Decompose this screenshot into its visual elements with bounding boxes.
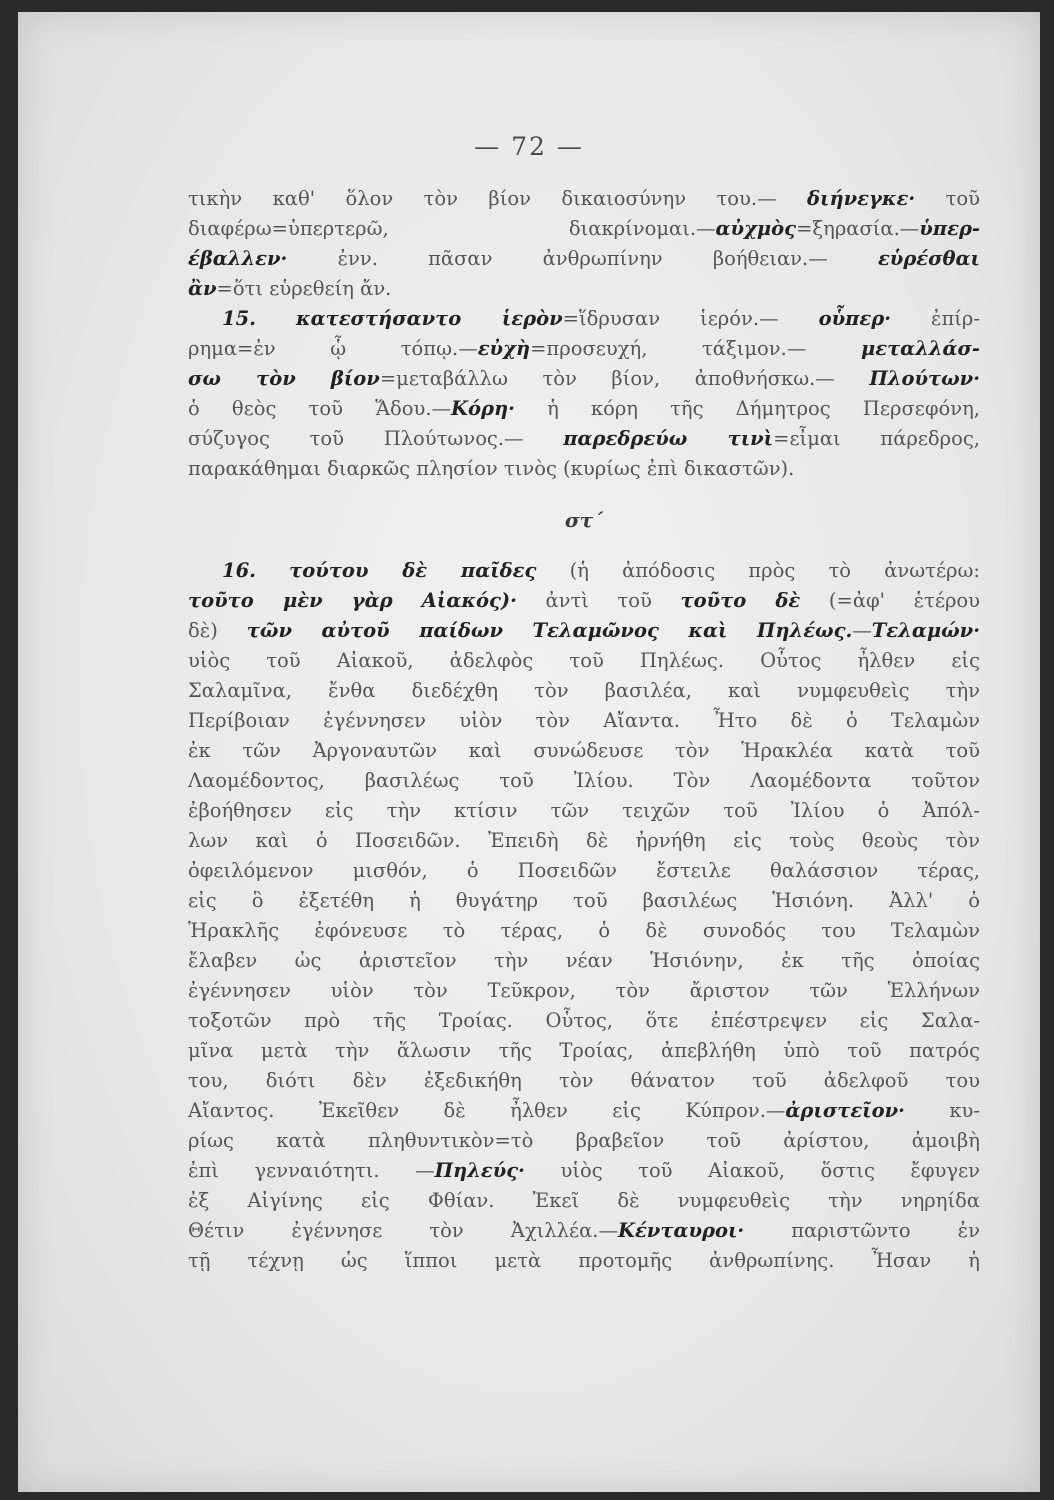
text-run: Περίβοιαν ἐγέννησεν υἱὸν τὸν Αἴαντα. Ἦτο δὲ ὁ Τελαμὼν [188,709,980,732]
text-run: (=ἀφ' ἑτέρου [800,589,980,612]
text-run: Λαομέδοντος, βασιλέως τοῦ Ἰλίου. Τὸν Λαομέδοντα τοῦτον [188,769,980,792]
text-line [188,1186,980,1216]
lemma: τοῦτο δὲ [680,589,801,612]
text-line [188,826,980,856]
text-run: ἐξ Αἰγίνης εἰς Φθίαν. Ἐκεῖ δὲ νυμφευθεὶς τὴν νηρηίδα [188,1189,980,1212]
lemma: εὐχὴ [477,337,531,360]
text-run: παρακάθημαι διαρκῶς πλησίον τινὸς (κυρίως ἐπὶ δικαστῶν). [188,457,795,480]
text-run [256,307,296,330]
text-line [188,646,980,676]
section-heading: στ΄ [564,508,604,532]
text-line [188,1156,980,1186]
note-number: 16. [222,559,256,582]
lemma: οὗπερ· [818,307,891,330]
lemma: ἀριστεῖον· [785,1099,905,1122]
lemma: αὐχμὸς [715,217,797,240]
text-run: ὁ θεὸς τοῦ Ἅδου.— [188,397,452,420]
commentary-text [188,184,980,1276]
text-line [188,214,980,244]
text-line [188,1096,980,1126]
text-line [188,616,980,646]
lemma: Πλούτων· [869,367,980,390]
text-run: Ἡρακλῆς ἐφόνευσε τὸ τέρας, ὁ δὲ συνοδός του Τελαμὼν [188,919,980,942]
text-run: του, διότι δὲν ἐξεδικήθη τὸν θάνατον τοῦ ἀδελφοῦ του [188,1069,980,1092]
text-run: =μεταβάλλω τὸν βίον, ἀποθνήσκω.— [379,367,870,390]
lemma: τοῦτο μὲν γὰρ Αἰακός)· [188,589,517,612]
note-number: 15. [222,307,256,330]
text-run: ἀντὶ τοῦ [516,589,681,612]
lemma: παρεδρεύω τινὶ [563,427,774,450]
text-run: τικὴν καθ' ὅλον τὸν βίον δικαιοσύνην του.— [188,187,808,210]
text-line [188,736,980,766]
text-run: (ἡ ἀπόδοσις πρὸς τὸ ἀνωτέρω: [536,559,980,582]
text-run: ἐπὶ γενναιότητι. — [188,1159,435,1182]
text-line [188,304,980,334]
text-line [188,1036,980,1066]
text-run: λων καὶ ὁ Ποσειδῶν. Ἐπειδὴ δὲ ἠρνήθη εἰς τοὺς θεοὺς τὸν [188,829,980,852]
text-run: — [852,619,872,642]
text-line [188,556,980,586]
text-run: =εἶμαι πάρεδρος, [773,427,980,450]
lemma: ἂν [188,277,217,300]
text-run: =ξηρασία.— [796,217,920,240]
text-line [188,1006,980,1036]
text-line [188,916,980,946]
text-run: ρημα=ἐν ᾧ τόπῳ.— [188,337,478,360]
text-run: ἐβοήθησεν εἰς τὴν κτίσιν τῶν τειχῶν τοῦ Ἰλίου ὁ Ἀπόλ- [188,799,980,822]
text-line [188,1066,980,1096]
text-run: Θέτιν ἐγέννησε τὸν Ἀχιλλέα.— [188,1219,618,1242]
text-line [188,946,980,976]
text-line [188,886,980,916]
text-run: ἐπίρ- [891,307,980,330]
text-run: ἡ κόρη τῆς Δήμητρος Περσεφόνη, [514,397,980,420]
text-line [188,1126,980,1156]
lemma: ὑπερ- [919,217,980,240]
text-line [188,184,980,214]
book-page [18,12,1040,1492]
lemma: Πηλεύς· [434,1159,525,1182]
text-run: δὲ) [188,619,247,642]
lemma: Κόρη· [451,397,515,420]
text-line [188,796,980,826]
text-run: τοξοτῶν πρὸ τῆς Τροίας. Οὗτος, ὅτε ἐπέστρεψεν εἰς Σαλα- [188,1009,980,1032]
text-run: =ἵδρυσαν ἱερόν.— [562,307,819,330]
lemma: έβαλλεν· [188,247,288,270]
text-run: ἐκ τῶν Ἀργοναυτῶν καὶ συνώδευσε τὸν Ἡρακλέα κατὰ τοῦ [188,739,980,762]
text-run: ρίως κατὰ πληθυντικὸν=τὸ βραβεῖον τοῦ ἀρίστου, ἀμοιβὴ [188,1129,980,1152]
lemma: Τελαμών· [871,619,980,642]
text-line [188,1216,980,1246]
text-run: κυ- [904,1099,980,1122]
text-line [188,766,980,796]
text-run: σύζυγος τοῦ Πλούτωνος.— [188,427,564,450]
text-run: μῖνα μετὰ τὴν ἅλωσιν τῆς Τροίας, ἀπεβλήθη ὑπὸ τοῦ πατρός [188,1039,980,1062]
text-run: ἐγέννησεν υἱὸν τὸν Τεῦκρον, τὸν ἄριστον τῶν Ἑλλήνων [188,979,980,1002]
text-run: εἰς ὃ ἐξετέθη ἡ θυγάτηρ τοῦ βασιλέως Ἡσιόνη. Ἀλλ' ὁ [188,889,980,912]
text-line [188,586,980,616]
text-run: υἱὸς τοῦ Αἰακοῦ, ὅστις ἔφυγεν [524,1159,980,1182]
text-run: Σαλαμῖνα, ἔνθα διεδέχθη τὸν βασιλέα, καὶ νυμφευθεὶς τὴν [188,679,980,702]
text-run: Αἴαντος. Ἐκεῖθεν δὲ ἦλθεν εἰς Κύπρον.— [188,1099,786,1122]
lemma: διήνεγκε· [807,187,916,210]
lemma: εὑρέσθαι [877,247,980,270]
text-run: =προσευχή, τάξιμον.— [530,337,861,360]
text-line [188,364,980,394]
text-line [188,676,980,706]
text-line [188,274,980,304]
text-run: διαφέρω=ὑπερτερῶ, διακρίνομαι.— [188,217,716,240]
text-line [188,394,980,424]
text-line [188,1246,980,1276]
text-run: ἐνν. πᾶσαν ἀνθρωπίνην βοήθειαν.— [287,247,878,270]
text-run: τοῦ [915,187,980,210]
lemma: κατεστήσαντο ἱερὸν [295,307,563,330]
text-line [188,856,980,886]
lemma: Κένταυροι· [618,1219,745,1242]
lemma: τούτου δὲ παῖδες [289,559,537,582]
page-number: — 72 — [474,132,584,161]
text-line [188,454,980,484]
text-run: ἔλαβεν ὡς ἀριστεῖον τὴν νέαν Ἡσιόνην, ἐκ τῆς ὁποίας [188,949,980,972]
text-run: ὀφειλόμενον μισθόν, ὁ Ποσειδῶν ἔστειλε θαλάσσιον τέρας, [188,859,980,882]
lemma: σω τὸν βίον [188,367,380,390]
lemma: μεταλλάσ- [860,337,980,360]
lemma: τῶν αὐτοῦ παίδων Τελαμῶνος καὶ Πηλέως. [246,619,853,642]
text-run: =ὅτι εὑρεθείη ἄν. [216,277,392,300]
text-run: παριστῶντο ἐν [744,1219,980,1242]
text-line [188,706,980,736]
text-line [188,976,980,1006]
text-run: τῇ τέχνῃ ὡς ἵπποι μετὰ προτομῆς ἀνθρωπίνης. Ἦσαν ἡ [188,1249,980,1272]
text-line [188,424,980,454]
text-run [256,559,289,582]
text-line [188,334,980,364]
text-line [188,244,980,274]
text-run: υἱὸς τοῦ Αἰακοῦ, ἀδελφὸς τοῦ Πηλέως. Οὗτος ἦλθεν εἰς [188,649,980,672]
